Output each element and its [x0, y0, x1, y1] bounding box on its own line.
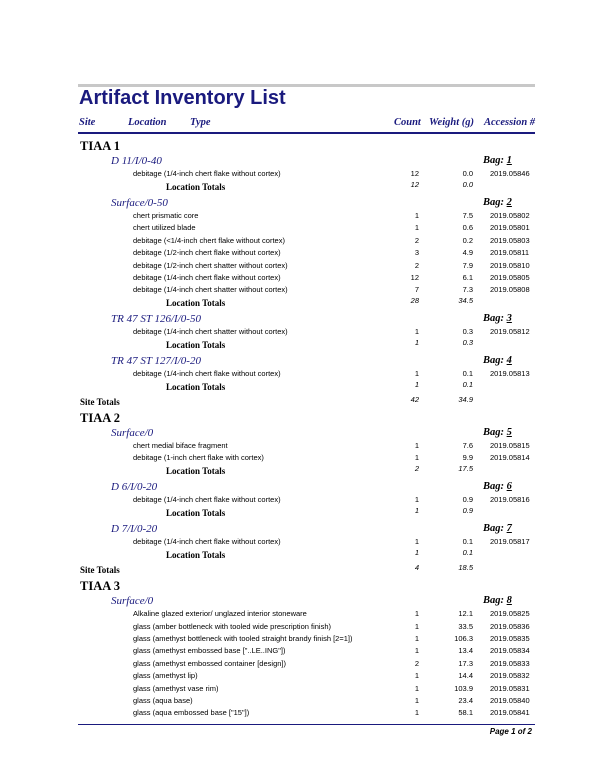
artifact-weight: 106.3 — [454, 633, 473, 643]
bag-number: 4 — [506, 355, 512, 367]
artifact-accession: 2019.05831 — [490, 683, 530, 693]
artifact-accession: 2019.05808 — [490, 285, 530, 295]
bag-prefix: Bag: — [483, 196, 507, 208]
artifact-count: 7 — [414, 285, 419, 295]
artifact-weight: 0.6 — [462, 223, 473, 233]
artifact-weight: 7.3 — [462, 285, 473, 295]
location-totals-weight: 34.5 — [458, 296, 473, 306]
artifact-count: 1 — [414, 223, 419, 233]
artifact-weight: 6.1 — [462, 272, 473, 282]
bag-prefix: Bag: — [483, 595, 507, 607]
artifact-accession: 2019.05841 — [490, 708, 530, 718]
location-totals-count: 28 — [410, 296, 419, 306]
artifact-weight: 7.9 — [462, 260, 473, 270]
location-heading: D 11/I/0-40 — [111, 155, 162, 167]
location-totals-weight: 17.5 — [458, 464, 473, 474]
artifact-type: glass (amethyst embossed base ["..LE..ING"]) — [133, 646, 286, 656]
bag-number: 1 — [506, 155, 512, 166]
artifact-type: debitage (1/4-inch chert flake without cortex) — [133, 272, 281, 282]
artifact-type: glass (amethyst vase rim) — [133, 683, 219, 693]
bag-label — [483, 481, 512, 492]
artifact-type: debitage (1/4-inch chert flake without cortex) — [133, 537, 281, 547]
bag-number: 2 — [506, 196, 512, 208]
artifact-count: 1 — [414, 537, 419, 547]
artifact-count: 1 — [414, 369, 419, 379]
location-totals-count: 1 — [414, 380, 419, 389]
artifact-accession: 2019.05801 — [490, 223, 530, 233]
bag-label — [483, 155, 512, 166]
location-totals-weight: 0.3 — [462, 338, 473, 348]
location-totals-label: Location Totals — [166, 382, 226, 392]
bag-prefix: Bag: — [483, 481, 507, 493]
artifact-weight: 9.9 — [462, 453, 473, 463]
artifact-count: 1 — [414, 683, 419, 693]
artifact-type: chert prismatic core — [133, 210, 199, 220]
artifact-weight: 0.1 — [462, 369, 473, 379]
bag-prefix: Bag: — [483, 427, 507, 438]
artifact-type: glass (aqua embossed base ["15"]) — [133, 708, 250, 718]
artifact-type: debitage (1/2-inch chert flake without cortex) — [133, 248, 281, 258]
artifact-accession: 2019.05810 — [490, 260, 530, 270]
location-totals-label: Location Totals — [166, 508, 226, 519]
bag-label — [483, 595, 512, 606]
location-heading: TR 47 ST 126/I/0-50 — [111, 313, 201, 326]
artifact-type: debitage (<1/4-inch chert flake without cortex) — [133, 235, 285, 245]
artifact-count: 12 — [410, 272, 419, 282]
artifact-accession: 2019.05814 — [490, 453, 530, 463]
footer-rule — [78, 724, 535, 725]
artifact-weight: 12.1 — [458, 609, 473, 619]
artifact-accession: 2019.05802 — [490, 210, 530, 220]
artifact-type: debitage (1/2-inch chert shatter without cortex) — [133, 260, 288, 270]
artifact-accession: 2019.05833 — [490, 658, 530, 668]
bag-prefix: Bag: — [483, 355, 507, 367]
artifact-weight: 13.4 — [458, 646, 473, 656]
artifact-type: chert utilized blade — [133, 223, 196, 233]
artifact-count: 1 — [414, 495, 419, 505]
location-totals-label: Location Totals — [166, 466, 226, 477]
artifact-type: glass (amethyst lip) — [133, 671, 198, 681]
column-header-count: Count — [394, 117, 421, 128]
artifact-count: 1 — [414, 453, 419, 463]
artifact-accession: 2019.05815 — [490, 441, 530, 450]
artifact-accession: 2019.05805 — [490, 272, 530, 282]
artifact-count: 3 — [414, 248, 419, 258]
bag-number: 3 — [506, 313, 512, 325]
column-header-weight: Weight (g) — [429, 117, 475, 128]
artifact-accession: 2019.05825 — [490, 609, 530, 619]
bag-number: 7 — [506, 523, 512, 535]
site-totals-label: Site Totals — [80, 397, 120, 407]
site-totals-count: 4 — [414, 563, 419, 573]
site-heading: TIAA 2 — [80, 411, 120, 425]
column-header-accession: Accession # — [484, 117, 536, 128]
page-number: Page 1 of 2 — [489, 727, 532, 736]
column-header-location: Location — [128, 117, 167, 128]
location-totals-weight: 0.0 — [462, 179, 473, 189]
artifact-accession: 2019.05811 — [490, 248, 530, 258]
artifact-type: debitage (1/4-inch chert shatter without cortex) — [133, 327, 288, 337]
artifact-weight: 4.9 — [462, 248, 473, 258]
artifact-count: 2 — [414, 658, 419, 668]
location-totals-weight: 0.1 — [462, 380, 473, 389]
artifact-weight: 23.4 — [458, 695, 473, 705]
bag-label — [483, 355, 512, 366]
artifact-accession: 2019.05813 — [490, 369, 530, 379]
location-totals-label: Location Totals — [166, 181, 226, 192]
artifact-type: glass (amethyst bottleneck with tooled straight brandy finish [2=1]) — [133, 633, 353, 643]
artifact-count: 12 — [410, 169, 419, 178]
bag-prefix: Bag: — [483, 155, 507, 166]
artifact-accession: 2019.05840 — [490, 695, 530, 705]
location-totals-count: 1 — [414, 506, 419, 516]
location-totals-count: 1 — [414, 338, 419, 348]
artifact-weight: 33.5 — [458, 621, 473, 631]
location-totals-weight: 0.1 — [462, 548, 473, 558]
artifact-count: 1 — [414, 646, 419, 656]
artifact-accession: 2019.05836 — [490, 621, 530, 631]
artifact-weight: 0.0 — [462, 169, 473, 178]
artifact-accession: 2019.05817 — [490, 537, 530, 547]
artifact-weight: 0.2 — [462, 235, 473, 245]
column-header-type: Type — [190, 117, 211, 128]
artifact-type: debitage (1-inch chert flake with cortex) — [133, 453, 264, 463]
artifact-count: 1 — [414, 695, 419, 705]
artifact-count: 1 — [414, 671, 419, 681]
artifact-type: debitage (1/4-inch chert flake without cortex) — [133, 169, 281, 178]
artifact-accession: 2019.05812 — [490, 327, 530, 337]
location-heading: Surface/0 — [111, 595, 154, 608]
bag-prefix: Bag: — [483, 313, 507, 325]
artifact-weight: 17.3 — [458, 658, 473, 668]
site-totals-count: 42 — [410, 395, 419, 404]
location-totals-label: Location Totals — [166, 340, 226, 351]
bag-prefix: Bag: — [483, 523, 507, 535]
artifact-count: 2 — [414, 260, 419, 270]
artifact-type: glass (amber bottleneck with tooled wide prescription finish) — [133, 621, 332, 631]
artifact-weight: 0.9 — [462, 495, 473, 505]
artifact-accession: 2019.05834 — [490, 646, 530, 656]
location-totals-label: Location Totals — [166, 298, 226, 309]
artifact-accession: 2019.05832 — [490, 671, 530, 681]
bag-label — [483, 313, 512, 324]
artifact-weight: 58.1 — [458, 708, 473, 718]
artifact-weight: 14.4 — [458, 671, 473, 681]
bag-number: 6 — [506, 481, 512, 493]
artifact-weight: 7.5 — [462, 210, 473, 220]
site-totals-weight: 34.9 — [458, 395, 473, 404]
artifact-weight: 0.1 — [462, 537, 473, 547]
artifact-count: 1 — [414, 609, 419, 619]
artifact-count: 1 — [414, 327, 419, 337]
bag-label — [483, 197, 512, 208]
location-heading: Surface/0-50 — [111, 196, 168, 209]
artifact-type: glass (aqua base) — [133, 695, 193, 705]
artifact-count: 1 — [414, 633, 419, 643]
artifact-type: chert medial biface fragment — [133, 441, 228, 450]
artifact-weight: 0.3 — [462, 327, 473, 337]
location-heading: D 6/I/0-20 — [111, 481, 158, 494]
location-heading: D 7/I/0-20 — [111, 523, 158, 536]
site-heading: TIAA 3 — [80, 579, 120, 594]
artifact-accession: 2019.05803 — [490, 235, 530, 245]
location-heading: TR 47 ST 127/I/0-20 — [111, 355, 201, 368]
artifact-count: 1 — [414, 708, 419, 718]
site-totals-weight: 18.5 — [458, 563, 473, 573]
artifact-type: debitage (1/4-inch chert flake without cortex) — [133, 495, 281, 505]
location-totals-count: 2 — [414, 464, 419, 474]
bag-label — [483, 427, 512, 438]
location-totals-weight: 0.9 — [462, 506, 473, 516]
bag-label — [483, 523, 512, 534]
artifact-accession: 2019.05835 — [490, 633, 530, 643]
artifact-accession: 2019.05816 — [490, 495, 530, 505]
bag-number: 8 — [506, 595, 512, 607]
location-totals-count: 1 — [414, 548, 419, 558]
artifact-count: 2 — [414, 235, 419, 245]
artifact-weight: 7.6 — [462, 441, 473, 450]
artifact-type: debitage (1/4-inch chert flake without cortex) — [133, 369, 281, 379]
artifact-accession: 2019.05846 — [490, 169, 530, 178]
site-totals-label: Site Totals — [80, 565, 120, 576]
artifact-weight: 103.9 — [454, 683, 473, 693]
location-totals-label: Location Totals — [166, 550, 226, 561]
artifact-type: debitage (1/4-inch chert shatter without cortex) — [133, 285, 288, 295]
site-heading: TIAA 1 — [80, 139, 120, 153]
bag-number: 5 — [506, 427, 512, 438]
artifact-type: glass (amethyst embossed container [design]) — [133, 658, 286, 668]
artifact-count: 1 — [414, 621, 419, 631]
report-title: Artifact Inventory List — [79, 87, 286, 109]
artifact-type: Alkaline glazed exterior/ unglazed interior stoneware — [133, 609, 307, 619]
artifact-count: 1 — [414, 441, 419, 450]
column-header-site: Site — [79, 117, 96, 128]
location-totals-count: 12 — [410, 179, 419, 189]
artifact-count: 1 — [414, 210, 419, 220]
location-heading: Surface/0 — [111, 427, 154, 439]
header-rule — [78, 132, 535, 134]
